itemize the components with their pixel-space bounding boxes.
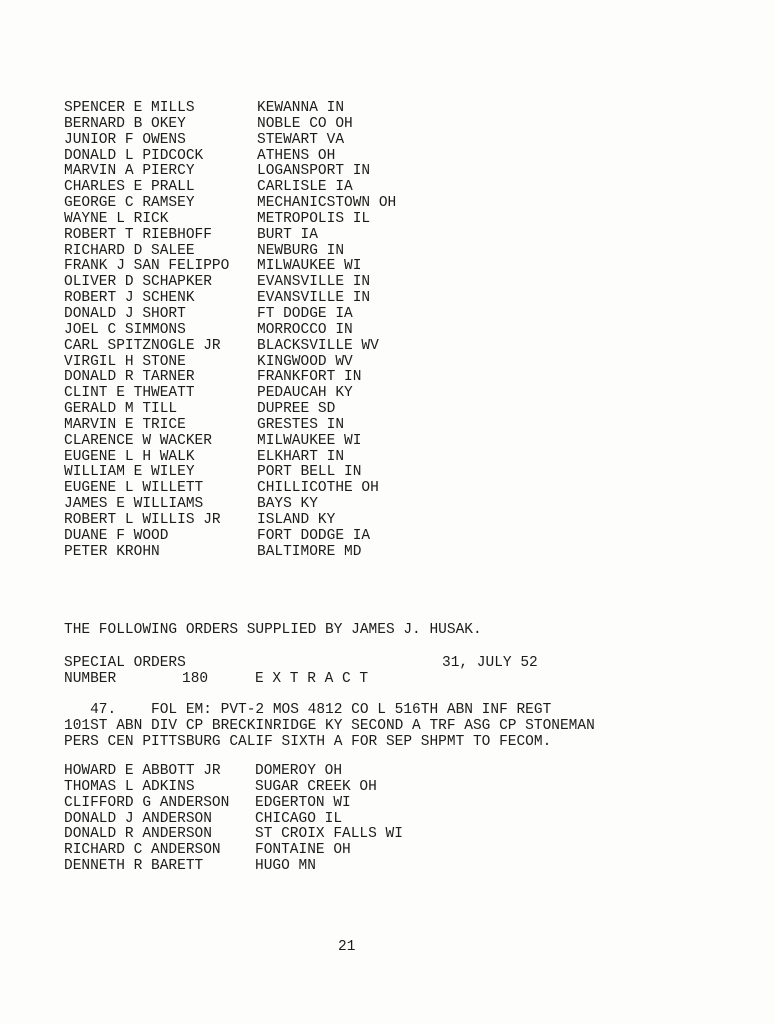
number-value: 180 xyxy=(182,671,209,687)
hometown: NEWBURG IN xyxy=(257,242,345,259)
soldier-name: DENNETH R BARETT xyxy=(64,858,204,875)
hometown: NOBLE CO OH xyxy=(257,115,353,132)
hometown: LOGANSPORT IN xyxy=(257,163,371,180)
orders-date: 31, JULY 52 xyxy=(442,655,538,671)
page-number: 21 xyxy=(338,939,356,955)
soldier-name: THOMAS L ADKINS xyxy=(64,778,195,795)
soldier-name: WILLIAM E WILEY xyxy=(64,464,195,481)
soldier-name: VIRGIL H STONE xyxy=(64,353,186,370)
extract-label: E X T R A C T xyxy=(255,671,369,687)
soldier-name: PETER KROHN xyxy=(64,543,160,560)
hometown: BALTIMORE MD xyxy=(257,543,362,560)
soldier-name: CLIFFORD G ANDERSON xyxy=(64,794,230,811)
soldier-name: RICHARD D SALEE xyxy=(64,242,195,259)
soldier-name: CHARLES E PRALL xyxy=(64,179,195,196)
hometown: FORT DODGE IA xyxy=(257,527,371,544)
hometown: STEWART VA xyxy=(257,131,345,148)
hometown: DUPREE SD xyxy=(257,401,336,418)
hometown: EDGERTON WI xyxy=(255,794,351,811)
paragraph-line: PERS CEN PITTSBURG CALIF SIXTH A FOR SEP SHPMT TO FECOM. xyxy=(64,734,552,750)
hometown: BURT IA xyxy=(257,226,318,243)
hometown: FONTAINE OH xyxy=(255,842,351,859)
soldier-name: ROBERT L WILLIS JR xyxy=(64,511,221,528)
soldier-name: MARVIN A PIERCY xyxy=(64,163,195,180)
hometown: ELKHART IN xyxy=(257,448,345,465)
soldier-name: DONALD R TARNER xyxy=(64,369,195,386)
hometown: ATHENS OH xyxy=(257,147,336,164)
soldier-name: RICHARD C ANDERSON xyxy=(64,842,221,859)
hometown: PEDAUCAH KY xyxy=(257,385,353,402)
hometown: METROPOLIS IL xyxy=(257,210,371,227)
paragraph-line: 47. FOL EM: PVT-2 MOS 4812 CO L 516TH ABN INF REGT xyxy=(64,702,552,718)
soldier-name: ROBERT J SCHENK xyxy=(64,290,195,307)
soldier-name: MARVIN E TRICE xyxy=(64,416,186,433)
soldier-name: GEORGE C RAMSEY xyxy=(64,195,195,212)
soldier-name: GERALD M TILL xyxy=(64,401,178,418)
hometown: ST CROIX FALLS WI xyxy=(255,826,403,843)
hometown: FT DODGE IA xyxy=(257,305,353,322)
hometown: PORT BELL IN xyxy=(257,464,362,481)
soldier-name: CLINT E THWEATT xyxy=(64,385,195,402)
hometown: HUGO MN xyxy=(255,858,316,875)
soldier-name: JAMES E WILLIAMS xyxy=(64,496,204,513)
number-label: NUMBER xyxy=(64,671,117,687)
hometown: GRESTES IN xyxy=(257,416,345,433)
special-orders-label: SPECIAL ORDERS xyxy=(64,655,186,671)
soldier-name: EUGENE L WILLETT xyxy=(64,480,204,497)
hometown: CARLISLE IA xyxy=(257,179,353,196)
hometown: KEWANNA IN xyxy=(257,100,345,116)
soldier-name: CARL SPITZNOGLE JR xyxy=(64,337,221,354)
soldier-name: DONALD R ANDERSON xyxy=(64,826,212,843)
hometown: MORROCCO IN xyxy=(257,321,353,338)
soldier-name: HOWARD E ABBOTT JR xyxy=(64,763,221,779)
hometown: SUGAR CREEK OH xyxy=(255,778,377,795)
soldier-name: SPENCER E MILLS xyxy=(64,100,195,116)
hometown: FRANKFORT IN xyxy=(257,369,362,386)
hometown: DOMEROY OH xyxy=(255,763,343,779)
soldier-name: DONALD J ANDERSON xyxy=(64,810,212,827)
hometown: EVANSVILLE IN xyxy=(257,290,371,307)
soldier-name: JUNIOR F OWENS xyxy=(64,131,186,148)
hometown: CHILLICOTHE OH xyxy=(257,480,379,497)
soldier-name: EUGENE L H WALK xyxy=(64,448,195,465)
soldier-name: ROBERT T RIEBHOFF xyxy=(64,226,212,243)
soldier-name: FRANK J SAN FELIPPO xyxy=(64,258,230,275)
paragraph-line: 101ST ABN DIV CP BRECKINRIDGE KY SECOND A TRF ASG CP STONEMAN xyxy=(64,718,595,734)
hometown: MILWAUKEE WI xyxy=(257,432,362,449)
soldier-name: DUANE F WOOD xyxy=(64,527,169,544)
hometown: BLACKSVILLE WV xyxy=(257,337,379,354)
hometown: MECHANICSTOWN OH xyxy=(257,195,397,212)
soldier-name: OLIVER D SCHAPKER xyxy=(64,274,212,291)
hometown: EVANSVILLE IN xyxy=(257,274,371,291)
hometown: ISLAND KY xyxy=(257,511,336,528)
soldier-name: WAYNE L RICK xyxy=(64,210,169,227)
hometown: CHICAGO IL xyxy=(255,810,343,827)
hometown: MILWAUKEE WI xyxy=(257,258,362,275)
soldier-name: DONALD L PIDCOCK xyxy=(64,147,204,164)
soldier-name: DONALD J SHORT xyxy=(64,305,186,322)
supplied-by-line: THE FOLLOWING ORDERS SUPPLIED BY JAMES J. HUSAK. xyxy=(64,622,482,638)
hometown: KINGWOOD WV xyxy=(257,353,353,370)
soldier-name: BERNARD B OKEY xyxy=(64,115,186,132)
soldier-name: CLARENCE W WACKER xyxy=(64,432,212,449)
soldier-name: JOEL C SIMMONS xyxy=(64,321,186,338)
hometown: BAYS KY xyxy=(257,496,318,513)
